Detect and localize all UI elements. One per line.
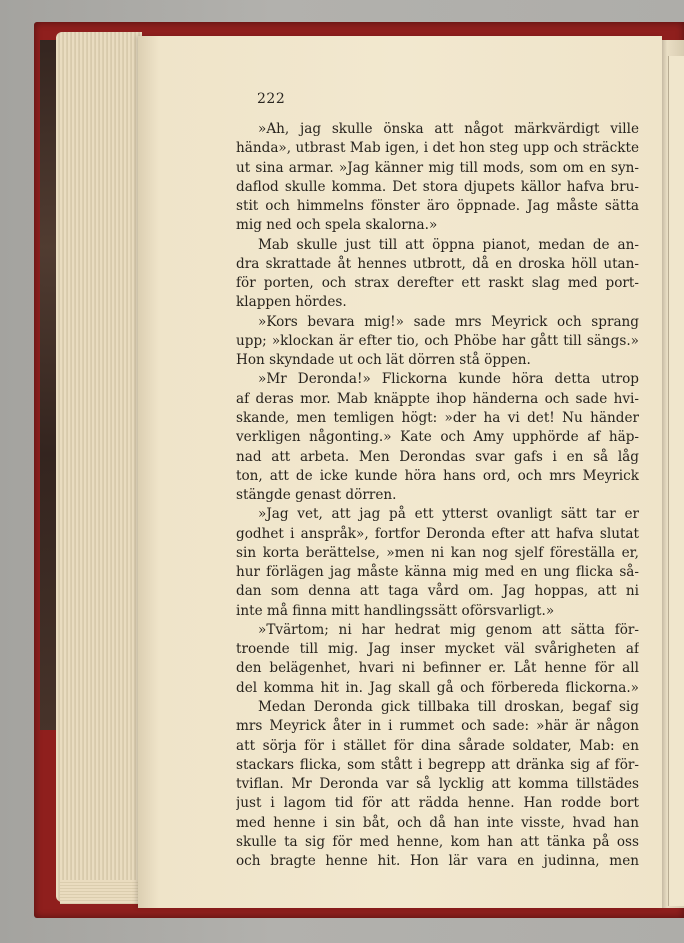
text-line: tviflan. Mr Deronda var så lycklig att komma tillstädes	[236, 776, 639, 793]
text-line: daflod skulle komma. Det stora djupets källor hafva bru-	[236, 178, 639, 195]
text-line: »Tvärtom; ni har hedrat mig genom att sätta för-	[258, 621, 639, 638]
text-line: inte må finna mitt handlingssätt oförsvarligt.»	[236, 602, 555, 619]
text-line: och bragte henne hit. Hon lär vara en judinna, men	[236, 853, 639, 870]
text-line: »Jag vet, att jag på ett ytterst ovanligt sätt tar er	[258, 506, 639, 523]
text-line: hända», utbrast Mab igen, i det hon steg upp och sträckte	[236, 140, 639, 157]
text-line: den belägenhet, hvari ni befinner er. Låt henne för all	[236, 660, 639, 677]
text-line: dan som denna att taga vård om. Jag hoppas, att ni	[236, 583, 639, 600]
text-line: med henne i sin båt, och då han inte visste, hvad han	[236, 814, 639, 831]
text-line: stit och himmelns fönster äro öppnade. Jag måste sätta	[236, 198, 639, 215]
text-line: för porten, och strax derefter ett raskt slag med port-	[236, 275, 639, 292]
text-line: »Mr Deronda!» Flickorna kunde höra detta utrop	[258, 371, 639, 388]
text-line: del komma hit in. Jag skall gå och förbereda flickorna.»	[236, 679, 639, 696]
page-stack-left	[56, 32, 142, 902]
text-line: ton, att de icke kunde höra hans ord, och mrs Meyrick	[236, 467, 639, 484]
text-line: af deras mor. Mab knäppte ihop händerna och sade hvi-	[236, 390, 639, 407]
text-line: stängde genast dörren.	[236, 487, 397, 504]
text-line: att sörja för i stället för dina sårade soldater, Mab: en	[236, 737, 639, 754]
text-line: skande, men temligen högt: »der ha vi det! Nu händer	[236, 409, 639, 426]
text-line: sin korta berättelse, »men ni kan nog sjelf föreställa er,	[236, 544, 639, 561]
text-line: troende till mig. Jag inser mycket väl svårigheten af	[236, 641, 639, 658]
text-line: ut sina armar. »Jag känner mig till mods, som om en syn-	[236, 159, 639, 176]
page-text	[236, 120, 639, 871]
text-line: verkligen någonting.» Kate och Amy upphörde af häp-	[236, 429, 639, 446]
text-line: Medan Deronda gick tillbaka till droskan, begaf sig	[258, 698, 639, 715]
text-line: godhet i anspråk», fortfor Deronda efter att hafva slutat	[236, 525, 639, 542]
next-page-sliver	[668, 56, 684, 906]
text-line: klappen hördes.	[236, 294, 347, 311]
text-line: »Kors bevara mig!» sade mrs Meyrick och sprang	[258, 313, 639, 330]
text-line: skulle ta sig för med henne, kom han att tänka på oss	[236, 833, 639, 850]
text-line: nad att arbeta. Men Derondas svar gafs i en så låg	[236, 448, 639, 465]
text-line: »Ah, jag skulle önska att något märkvärdigt ville	[258, 121, 639, 137]
text-line: just i lagom tid för att rädda henne. Han rodde bort	[236, 795, 639, 812]
text-line: mrs Meyrick åter in i rummet och sade: »här är någon	[236, 718, 639, 735]
text-line: dra skrattade åt hennes utbrott, då en droska höll utan-	[236, 255, 639, 272]
text-line: Hon skyndade ut och lät dörren stå öppen.	[236, 352, 531, 369]
text-line: upp; »klockan är efter tio, och Phöbe har gått till sängs.»	[236, 332, 639, 349]
text-line: mig ned och spela skalorna.»	[236, 217, 438, 234]
text-line: stackars flicka, som stått i begrepp att dränka sig af för-	[236, 756, 639, 773]
text-line: hur förlägen jag måste känna mig med en ung flicka så-	[236, 564, 639, 581]
page-number: 222	[257, 91, 286, 107]
text-line: Mab skulle just till att öppna pianot, medan de an-	[258, 236, 639, 253]
